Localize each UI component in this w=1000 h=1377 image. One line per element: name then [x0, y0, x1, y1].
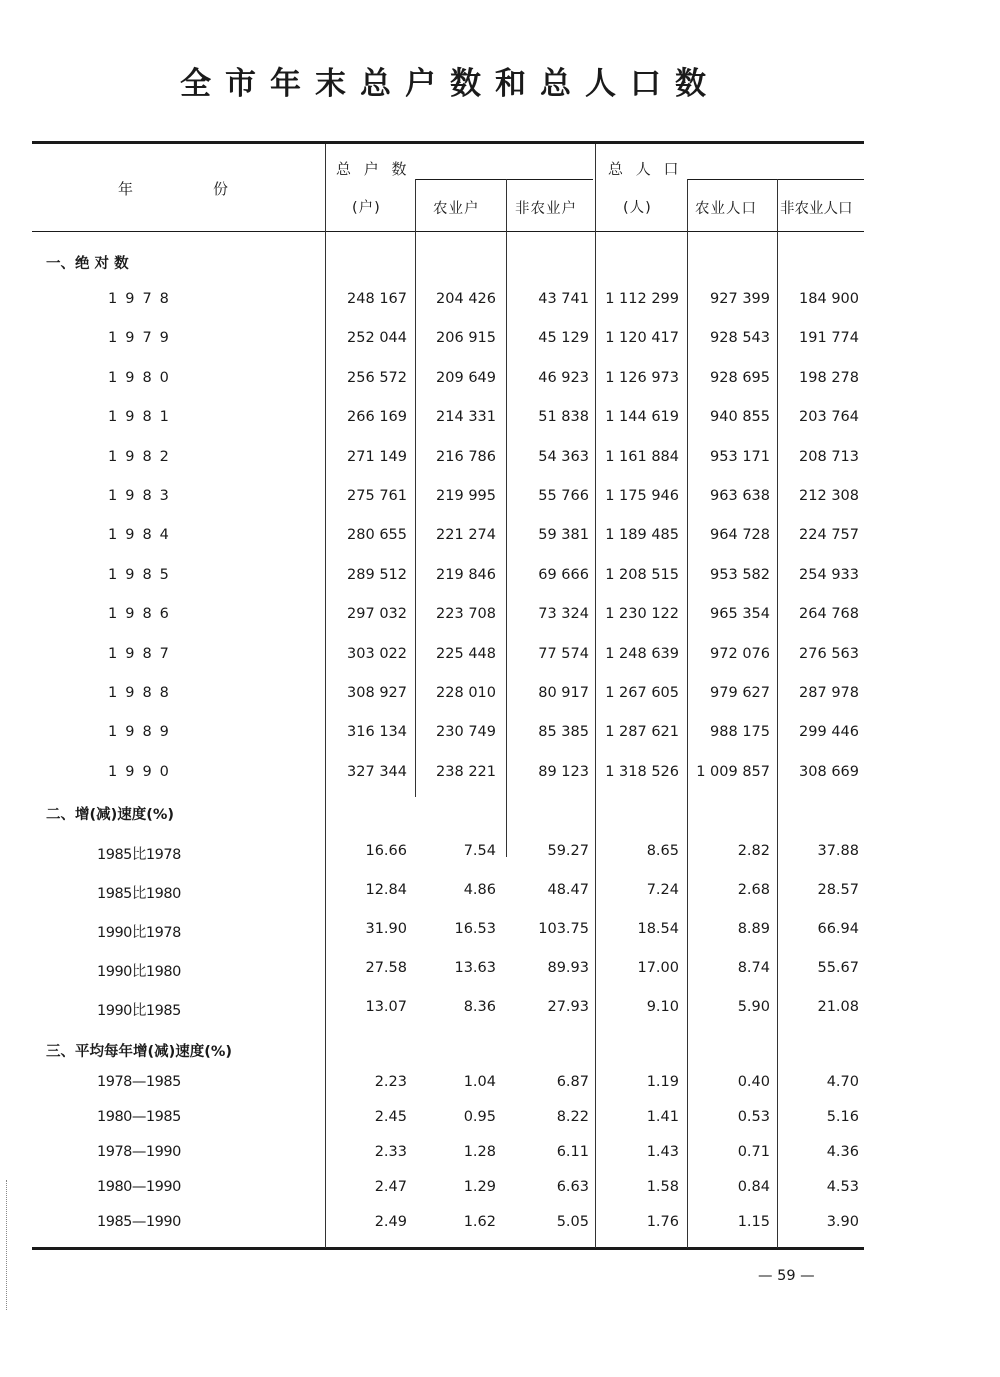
table-row — [0, 488, 1000, 512]
cell-value: 219 846 — [436, 567, 496, 583]
table-row — [0, 685, 1000, 709]
cell-value: 4.36 — [826, 1144, 859, 1160]
cell-value: 1.41 — [646, 1109, 679, 1125]
cell-value: 203 764 — [799, 409, 859, 425]
table-row — [0, 330, 1000, 354]
row-label: 1984 — [108, 527, 177, 543]
header-year: 年 份 — [118, 180, 233, 198]
cell-value: 16.66 — [365, 843, 407, 859]
cell-value: 17.00 — [637, 960, 679, 976]
households-sub-rule — [415, 179, 593, 180]
cell-value: 16.53 — [454, 921, 496, 937]
cell-value: 1 248 639 — [605, 646, 679, 662]
cell-value: 12.84 — [365, 882, 407, 898]
row-label: 1990比1985 — [97, 1003, 181, 1019]
cell-value: 103.75 — [538, 921, 589, 937]
cell-value: 1 267 605 — [605, 685, 679, 701]
cell-value: 0.71 — [737, 1144, 770, 1160]
row-label: 1981 — [108, 409, 177, 425]
cell-value: 316 134 — [347, 724, 407, 740]
table-row — [0, 960, 1000, 984]
cell-value: 940 855 — [710, 409, 770, 425]
row-label: 1985 — [108, 567, 177, 583]
section-title-absolute: 一、绝 对 数 — [46, 256, 129, 272]
cell-value: 206 915 — [436, 330, 496, 346]
cell-value: 308 669 — [799, 764, 859, 780]
row-label: 1986 — [108, 606, 177, 622]
table-row — [0, 567, 1000, 591]
cell-value: 2.33 — [374, 1144, 407, 1160]
cell-value: 327 344 — [347, 764, 407, 780]
table-row — [0, 370, 1000, 394]
cell-value: 6.87 — [556, 1074, 589, 1090]
cell-value: 1 287 621 — [605, 724, 679, 740]
section-title-growth: 二、增(减)速度(%) — [46, 807, 175, 823]
cell-value: 1.58 — [646, 1179, 679, 1195]
row-label: 1987 — [108, 646, 177, 662]
page-number: — 59 — — [758, 1268, 815, 1284]
cell-value: 965 354 — [710, 606, 770, 622]
page-title: 全市年末总户数和总人口数 — [180, 66, 720, 102]
population-sub-rule — [687, 179, 864, 180]
cell-value: 248 167 — [347, 291, 407, 307]
row-label: 1978—1985 — [97, 1074, 181, 1090]
cell-value: 275 761 — [347, 488, 407, 504]
cell-value: 1 208 515 — [605, 567, 679, 583]
row-label: 1980—1985 — [97, 1109, 181, 1125]
cell-value: 6.63 — [556, 1179, 589, 1195]
cell-value: 209 649 — [436, 370, 496, 386]
table-row — [0, 646, 1000, 670]
cell-value: 5.90 — [737, 999, 770, 1015]
cell-value: 1 189 485 — [605, 527, 679, 543]
cell-value: 31.90 — [365, 921, 407, 937]
row-label: 1988 — [108, 685, 177, 701]
cell-value: 7.54 — [463, 843, 496, 859]
section-title-avg-growth: 三、平均每年增(减)速度(%) — [46, 1044, 233, 1060]
cell-value: 266 169 — [347, 409, 407, 425]
cell-value: 208 713 — [799, 449, 859, 465]
cell-value: 953 171 — [710, 449, 770, 465]
cell-value: 1.29 — [463, 1179, 496, 1195]
table-bottom-rule — [32, 1247, 864, 1250]
header-total-population: 总 人 口 — [608, 160, 683, 178]
cell-value: 21.08 — [817, 999, 859, 1015]
cell-value: 212 308 — [799, 488, 859, 504]
cell-value: 979 627 — [710, 685, 770, 701]
cell-value: 1 175 946 — [605, 488, 679, 504]
cell-value: 204 426 — [436, 291, 496, 307]
row-label: 1979 — [108, 330, 177, 346]
table-row — [0, 999, 1000, 1023]
cell-value: 2.49 — [374, 1214, 407, 1230]
cell-value: 1 144 619 — [605, 409, 679, 425]
cell-value: 1.62 — [463, 1214, 496, 1230]
table-row — [0, 1144, 1000, 1168]
row-label: 1990比1978 — [97, 925, 181, 941]
cell-value: 45 129 — [538, 330, 589, 346]
table-row — [0, 291, 1000, 315]
cell-value: 238 221 — [436, 764, 496, 780]
cell-value: 27.93 — [547, 999, 589, 1015]
cell-value: 972 076 — [710, 646, 770, 662]
table-row — [0, 409, 1000, 433]
cell-value: 184 900 — [799, 291, 859, 307]
cell-value: 13.07 — [365, 999, 407, 1015]
table-row — [0, 724, 1000, 748]
row-label: 1985—1990 — [97, 1214, 181, 1230]
cell-value: 2.82 — [737, 843, 770, 859]
cell-value: 2.47 — [374, 1179, 407, 1195]
cell-value: 5.16 — [826, 1109, 859, 1125]
cell-value: 1 230 122 — [605, 606, 679, 622]
cell-value: 59.27 — [547, 843, 589, 859]
cell-value: 73 324 — [538, 606, 589, 622]
header-total-households: 总 户 数 — [336, 160, 411, 178]
table-row — [0, 882, 1000, 906]
header-bottom-rule — [32, 231, 864, 232]
cell-value: 280 655 — [347, 527, 407, 543]
row-label: 1978—1990 — [97, 1144, 181, 1160]
table-row — [0, 921, 1000, 945]
cell-value: 927 399 — [710, 291, 770, 307]
table-row — [0, 764, 1000, 788]
header-nonagri-households: 非农业户 — [515, 201, 577, 217]
cell-value: 988 175 — [710, 724, 770, 740]
table-row — [0, 843, 1000, 867]
cell-value: 289 512 — [347, 567, 407, 583]
cell-value: 77 574 — [538, 646, 589, 662]
cell-value: 18.54 — [637, 921, 679, 937]
cell-value: 228 010 — [436, 685, 496, 701]
cell-value: 953 582 — [710, 567, 770, 583]
cell-value: 46 923 — [538, 370, 589, 386]
cell-value: 66.94 — [817, 921, 859, 937]
table-row — [0, 1214, 1000, 1238]
row-label: 1990 — [108, 764, 177, 780]
cell-value: 28.57 — [817, 882, 859, 898]
cell-value: 303 022 — [347, 646, 407, 662]
cell-value: 276 563 — [799, 646, 859, 662]
header-nonagri-population: 非农业人口 — [780, 201, 853, 217]
cell-value: 1.28 — [463, 1144, 496, 1160]
table-row — [0, 1179, 1000, 1203]
cell-value: 55 766 — [538, 488, 589, 504]
cell-value: 964 728 — [710, 527, 770, 543]
cell-value: 1.76 — [646, 1214, 679, 1230]
cell-value: 13.63 — [454, 960, 496, 976]
cell-value: 1.19 — [646, 1074, 679, 1090]
row-label: 1989 — [108, 724, 177, 740]
cell-value: 69 666 — [538, 567, 589, 583]
cell-value: 27.58 — [365, 960, 407, 976]
row-label: 1985比1980 — [97, 886, 181, 902]
cell-value: 8.22 — [556, 1109, 589, 1125]
cell-value: 252 044 — [347, 330, 407, 346]
cell-value: 3.90 — [826, 1214, 859, 1230]
cell-value: 1.43 — [646, 1144, 679, 1160]
cell-value: 230 749 — [436, 724, 496, 740]
cell-value: 80 917 — [538, 685, 589, 701]
cell-value: 225 448 — [436, 646, 496, 662]
cell-value: 8.89 — [737, 921, 770, 937]
table-row — [0, 1109, 1000, 1133]
cell-value: 43 741 — [538, 291, 589, 307]
cell-value: 308 927 — [347, 685, 407, 701]
table-row — [0, 606, 1000, 630]
header-households-unit: (户) — [352, 200, 381, 216]
cell-value: 221 274 — [436, 527, 496, 543]
table-row — [0, 449, 1000, 473]
cell-value: 8.74 — [737, 960, 770, 976]
cell-value: 89 123 — [538, 764, 589, 780]
cell-value: 9.10 — [646, 999, 679, 1015]
cell-value: 224 757 — [799, 527, 859, 543]
cell-value: 191 774 — [799, 330, 859, 346]
row-label: 1990比1980 — [97, 964, 181, 980]
cell-value: 271 149 — [347, 449, 407, 465]
cell-value: 928 695 — [710, 370, 770, 386]
cell-value: 216 786 — [436, 449, 496, 465]
cell-value: 0.84 — [737, 1179, 770, 1195]
cell-value: 1 161 884 — [605, 449, 679, 465]
column-divider — [506, 179, 507, 857]
cell-value: 0.53 — [737, 1109, 770, 1125]
cell-value: 37.88 — [817, 843, 859, 859]
cell-value: 55.67 — [817, 960, 859, 976]
cell-value: 4.86 — [463, 882, 496, 898]
row-label: 1978 — [108, 291, 177, 307]
cell-value: 297 032 — [347, 606, 407, 622]
cell-value: 51 838 — [538, 409, 589, 425]
cell-value: 4.70 — [826, 1074, 859, 1090]
cell-value: 48.47 — [547, 882, 589, 898]
table-top-rule — [32, 141, 864, 144]
row-label: 1982 — [108, 449, 177, 465]
cell-value: 198 278 — [799, 370, 859, 386]
cell-value: 8.65 — [646, 843, 679, 859]
cell-value: 928 543 — [710, 330, 770, 346]
cell-value: 256 572 — [347, 370, 407, 386]
table-row — [0, 1074, 1000, 1098]
cell-value: 8.36 — [463, 999, 496, 1015]
cell-value: 1 009 857 — [696, 764, 770, 780]
row-label: 1985比1978 — [97, 847, 181, 863]
cell-value: 2.23 — [374, 1074, 407, 1090]
cell-value: 2.68 — [737, 882, 770, 898]
cell-value: 89.93 — [547, 960, 589, 976]
header-agri-households: 农业户 — [433, 201, 480, 217]
cell-value: 4.53 — [826, 1179, 859, 1195]
cell-value: 0.40 — [737, 1074, 770, 1090]
row-label: 1983 — [108, 488, 177, 504]
cell-value: 1.04 — [463, 1074, 496, 1090]
cell-value: 1.15 — [737, 1214, 770, 1230]
cell-value: 2.45 — [374, 1109, 407, 1125]
cell-value: 1 126 973 — [605, 370, 679, 386]
cell-value: 7.24 — [646, 882, 679, 898]
header-agri-population: 农业人口 — [695, 201, 757, 217]
cell-value: 1 112 299 — [605, 291, 679, 307]
cell-value: 0.95 — [463, 1109, 496, 1125]
cell-value: 5.05 — [556, 1214, 589, 1230]
cell-value: 214 331 — [436, 409, 496, 425]
cell-value: 299 446 — [799, 724, 859, 740]
cell-value: 1 318 526 — [605, 764, 679, 780]
cell-value: 85 385 — [538, 724, 589, 740]
cell-value: 1 120 417 — [605, 330, 679, 346]
cell-value: 264 768 — [799, 606, 859, 622]
cell-value: 219 995 — [436, 488, 496, 504]
row-label: 1980—1990 — [97, 1179, 181, 1195]
cell-value: 54 363 — [538, 449, 589, 465]
cell-value: 254 933 — [799, 567, 859, 583]
cell-value: 223 708 — [436, 606, 496, 622]
header-population-unit: (人) — [623, 200, 652, 216]
table-row — [0, 527, 1000, 551]
row-label: 1980 — [108, 370, 177, 386]
cell-value: 59 381 — [538, 527, 589, 543]
cell-value: 963 638 — [710, 488, 770, 504]
cell-value: 287 978 — [799, 685, 859, 701]
scan-edge-marks — [6, 1180, 9, 1310]
cell-value: 6.11 — [556, 1144, 589, 1160]
